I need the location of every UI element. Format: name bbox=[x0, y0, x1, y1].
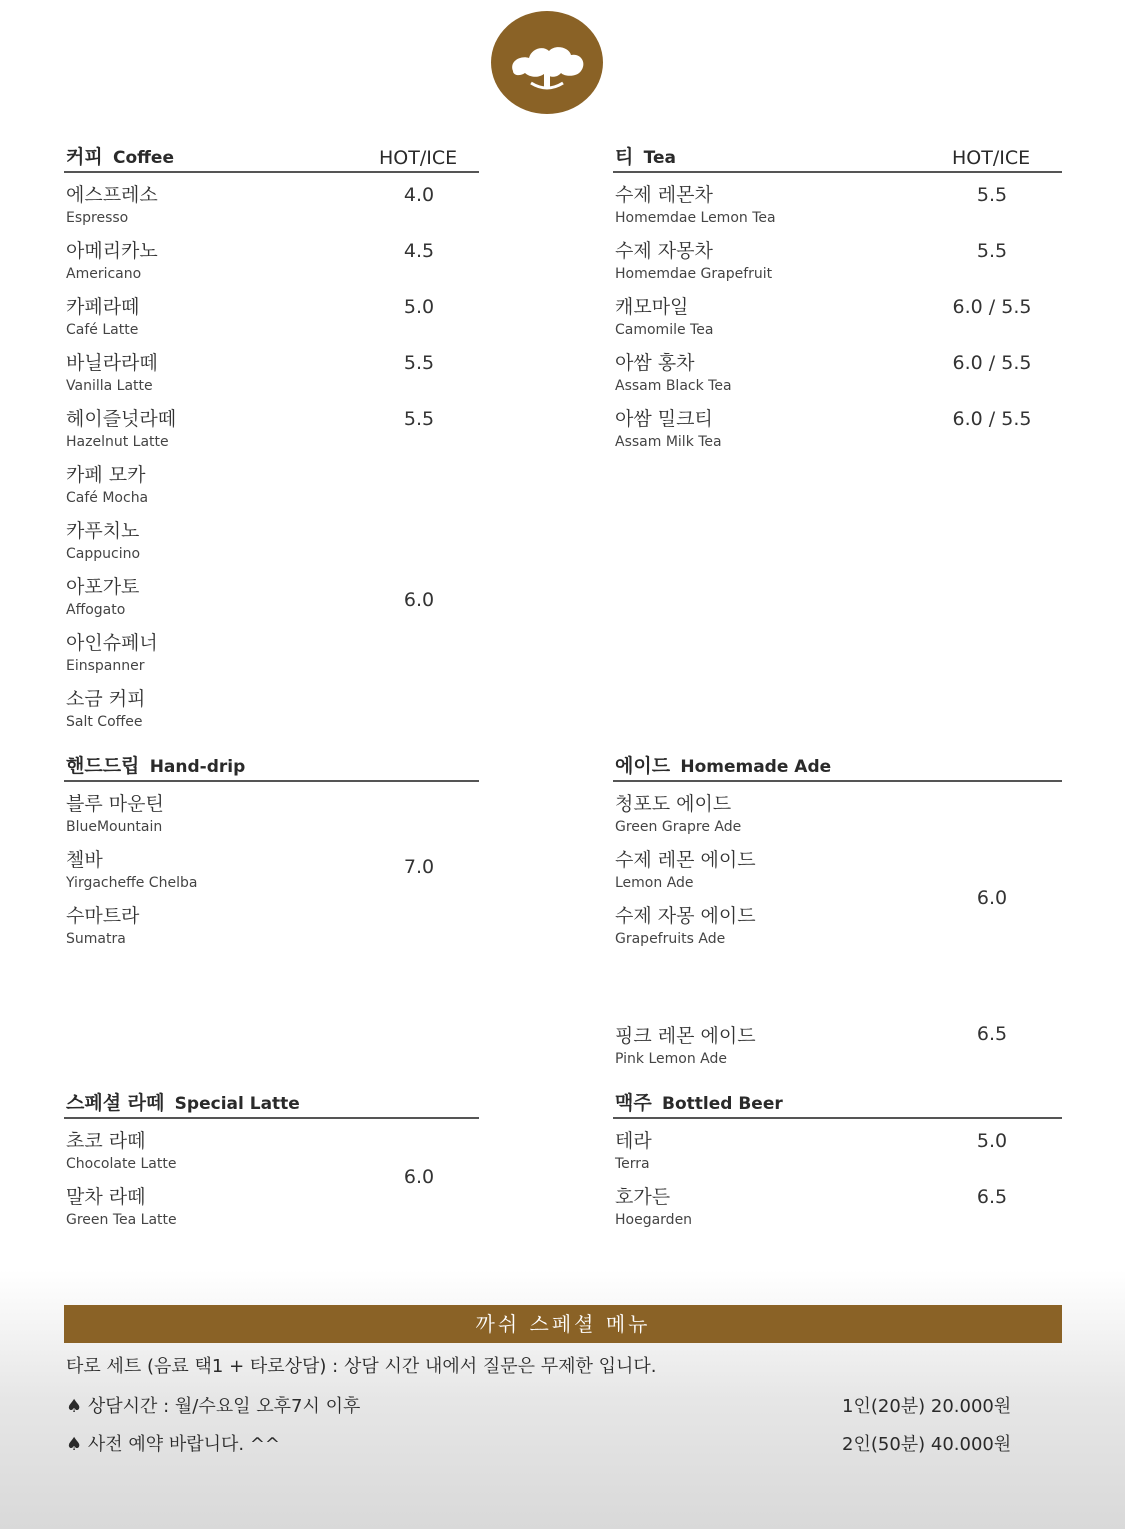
item-price: 5.0 bbox=[403, 296, 435, 318]
item-name-en: Hazelnut Latte bbox=[66, 434, 169, 450]
item-name-ko: 청포도 에이드 bbox=[615, 793, 732, 815]
menu-item bbox=[66, 1129, 176, 1173]
item-price: 6.0 / 5.5 bbox=[952, 352, 1032, 374]
item-name-en: Vanilla Latte bbox=[66, 378, 153, 394]
item-name-ko: 수제 레몬 에이드 bbox=[615, 849, 756, 871]
tea-title-ko: 티 bbox=[615, 146, 634, 168]
menu-item bbox=[615, 239, 772, 283]
special-latte-section bbox=[64, 1089, 479, 1239]
item-name-en: Hoegarden bbox=[615, 1212, 693, 1228]
menu-item bbox=[66, 351, 158, 395]
tea-header bbox=[613, 143, 1062, 173]
item-name-ko: 호가든 bbox=[615, 1186, 671, 1208]
menu-item bbox=[66, 239, 158, 283]
item-name-en: Grapefruits Ade bbox=[615, 931, 726, 947]
menu-item bbox=[66, 295, 139, 339]
item-name-en: Salt Coffee bbox=[66, 714, 143, 730]
item-name-ko: 수제 자몽차 bbox=[615, 240, 713, 262]
item-name-en: Homemdae Grapefruit bbox=[615, 266, 773, 282]
ade-title bbox=[615, 751, 831, 778]
menu-item bbox=[66, 792, 164, 836]
menu-item bbox=[615, 1129, 652, 1173]
tea-title bbox=[615, 142, 676, 169]
item-price: 6.0 bbox=[976, 887, 1008, 909]
coffee-title-en: Coffee bbox=[113, 148, 174, 168]
menu-item bbox=[615, 407, 722, 451]
item-name-ko: 바닐라라떼 bbox=[66, 352, 158, 374]
special-latte-header bbox=[64, 1089, 479, 1119]
handdrip-section bbox=[64, 752, 479, 962]
item-name-en: Affogato bbox=[66, 602, 126, 618]
item-name-ko: 블루 마운틴 bbox=[66, 793, 164, 815]
handdrip-title-en: Hand-drip bbox=[149, 757, 246, 777]
item-price: 6.0 bbox=[403, 1166, 435, 1188]
item-name-en: Espresso bbox=[66, 210, 129, 226]
beer-title bbox=[615, 1088, 783, 1115]
item-name-ko: 카페 모카 bbox=[66, 464, 146, 486]
item-name-en: Einspanner bbox=[66, 658, 145, 674]
item-name-en: Café Mocha bbox=[66, 490, 149, 506]
item-name-ko: 소금 커피 bbox=[66, 688, 146, 710]
handdrip-title bbox=[66, 751, 245, 778]
item-price: 4.5 bbox=[403, 240, 435, 262]
item-price: 6.5 bbox=[976, 1186, 1008, 1208]
item-name-en: Americano bbox=[66, 266, 142, 282]
ade-title-en: Homemade Ade bbox=[680, 757, 832, 777]
pine-tree-icon bbox=[491, 11, 603, 114]
item-price: 5.5 bbox=[403, 408, 435, 430]
item-name-ko: 수제 레몬차 bbox=[615, 184, 713, 206]
cafe-logo bbox=[491, 11, 603, 114]
menu-item bbox=[615, 904, 756, 948]
beer-header bbox=[613, 1089, 1062, 1119]
item-name-en: Assam Black Tea bbox=[615, 378, 732, 394]
item-name-ko: 초코 라떼 bbox=[66, 1130, 146, 1152]
menu-item bbox=[615, 1024, 756, 1068]
ade-header bbox=[613, 752, 1062, 782]
item-name-ko: 아쌈 홍차 bbox=[615, 352, 695, 374]
menu-item bbox=[615, 351, 732, 395]
item-name-en: Green Grapre Ade bbox=[615, 819, 742, 835]
beer-title-ko: 맥주 bbox=[615, 1092, 652, 1114]
ade-section bbox=[613, 752, 1062, 1082]
item-name-ko: 수마트라 bbox=[66, 905, 140, 927]
menu-item bbox=[615, 848, 756, 892]
item-name-ko: 핑크 레몬 에이드 bbox=[615, 1025, 756, 1047]
coffee-section bbox=[64, 143, 479, 743]
special-menu-banner: 까쉬 스페셜 메뉴 bbox=[64, 1305, 1062, 1343]
item-name-en: Terra bbox=[615, 1156, 650, 1172]
item-name-ko: 아포가토 bbox=[66, 576, 140, 598]
handdrip-header bbox=[64, 752, 479, 782]
menu-item bbox=[66, 1185, 177, 1229]
item-name-en: BlueMountain bbox=[66, 819, 163, 835]
item-name-ko: 말차 라떼 bbox=[66, 1186, 146, 1208]
item-name-ko: 테라 bbox=[615, 1130, 652, 1152]
special-menu-hours: ♠ 상담시간 : 월/수요일 오후7시 이후 bbox=[66, 1396, 361, 1417]
menu-item bbox=[615, 183, 776, 227]
special-menu-price-2: 2인(50분) 40.000원 bbox=[842, 1434, 1012, 1455]
special-menu-price-1: 1인(20분) 20.000원 bbox=[842, 1396, 1012, 1417]
item-price: 6.0 / 5.5 bbox=[952, 408, 1032, 430]
menu-item bbox=[615, 1185, 692, 1229]
menu-item bbox=[66, 463, 148, 507]
item-name-ko: 수제 자몽 에이드 bbox=[615, 905, 756, 927]
ade-title-ko: 에이드 bbox=[615, 755, 671, 777]
menu-item bbox=[66, 519, 140, 563]
menu-item bbox=[615, 295, 713, 339]
item-name-en: Green Tea Latte bbox=[66, 1212, 177, 1228]
item-price: 5.0 bbox=[976, 1130, 1008, 1152]
item-name-en: Assam Milk Tea bbox=[615, 434, 722, 450]
menu-item bbox=[66, 848, 197, 892]
item-price: 5.5 bbox=[976, 240, 1008, 262]
item-name-ko: 에스프레소 bbox=[66, 184, 158, 206]
item-price: 6.0 / 5.5 bbox=[952, 296, 1032, 318]
menu-item bbox=[66, 407, 176, 451]
special-menu-description: 타로 세트 (음료 택1 + 타로상담) : 상담 시간 내에서 질문은 무제한 입니다. bbox=[66, 1356, 657, 1377]
item-name-ko: 아쌈 밀크티 bbox=[615, 408, 713, 430]
tea-column-label: HOT/ICE bbox=[952, 147, 1031, 169]
coffee-title-ko: 커피 bbox=[66, 146, 103, 168]
item-price: 6.5 bbox=[976, 1023, 1008, 1045]
item-price: 7.0 bbox=[403, 856, 435, 878]
item-price: 4.0 bbox=[403, 184, 435, 206]
special-latte-title-ko: 스페셜 라떼 bbox=[66, 1092, 165, 1114]
item-name-en: Lemon Ade bbox=[615, 875, 694, 891]
menu-item bbox=[66, 631, 158, 675]
item-name-ko: 첼바 bbox=[66, 849, 103, 871]
beer-title-en: Bottled Beer bbox=[662, 1094, 783, 1114]
item-name-en: Homemdae Lemon Tea bbox=[615, 210, 776, 226]
special-menu-reservation: ♠ 사전 예약 바랍니다. ^^ bbox=[66, 1434, 281, 1455]
item-name-en: Sumatra bbox=[66, 931, 126, 947]
item-name-ko: 헤이즐넛라떼 bbox=[66, 408, 177, 430]
coffee-column-label: HOT/ICE bbox=[379, 147, 458, 169]
item-name-ko: 카페라떼 bbox=[66, 296, 140, 318]
menu-item bbox=[66, 687, 145, 731]
menu-item bbox=[66, 575, 139, 619]
handdrip-title-ko: 핸드드립 bbox=[66, 755, 140, 777]
coffee-title bbox=[66, 142, 174, 169]
special-latte-title-en: Special Latte bbox=[174, 1094, 300, 1114]
tea-section bbox=[613, 143, 1062, 463]
item-name-en: Cappucino bbox=[66, 546, 141, 562]
menu-item bbox=[66, 904, 139, 948]
tea-title-en: Tea bbox=[643, 148, 676, 168]
coffee-header bbox=[64, 143, 479, 173]
item-price: 5.5 bbox=[403, 352, 435, 374]
item-name-en: Yirgacheffe Chelba bbox=[66, 875, 198, 891]
item-price: 6.0 bbox=[403, 589, 435, 611]
special-latte-title bbox=[66, 1088, 300, 1115]
item-name-en: Café Latte bbox=[66, 322, 139, 338]
item-name-ko: 아인슈페너 bbox=[66, 632, 158, 654]
beer-section bbox=[613, 1089, 1062, 1239]
item-name-ko: 캐모마일 bbox=[615, 296, 689, 318]
item-price: 5.5 bbox=[976, 184, 1008, 206]
menu-item bbox=[66, 183, 158, 227]
item-name-ko: 아메리카노 bbox=[66, 240, 158, 262]
item-name-en: Chocolate Latte bbox=[66, 1156, 177, 1172]
item-name-en: Camomile Tea bbox=[615, 322, 714, 338]
item-name-ko: 카푸치노 bbox=[66, 520, 140, 542]
item-name-en: Pink Lemon Ade bbox=[615, 1051, 727, 1067]
menu-item bbox=[615, 792, 741, 836]
